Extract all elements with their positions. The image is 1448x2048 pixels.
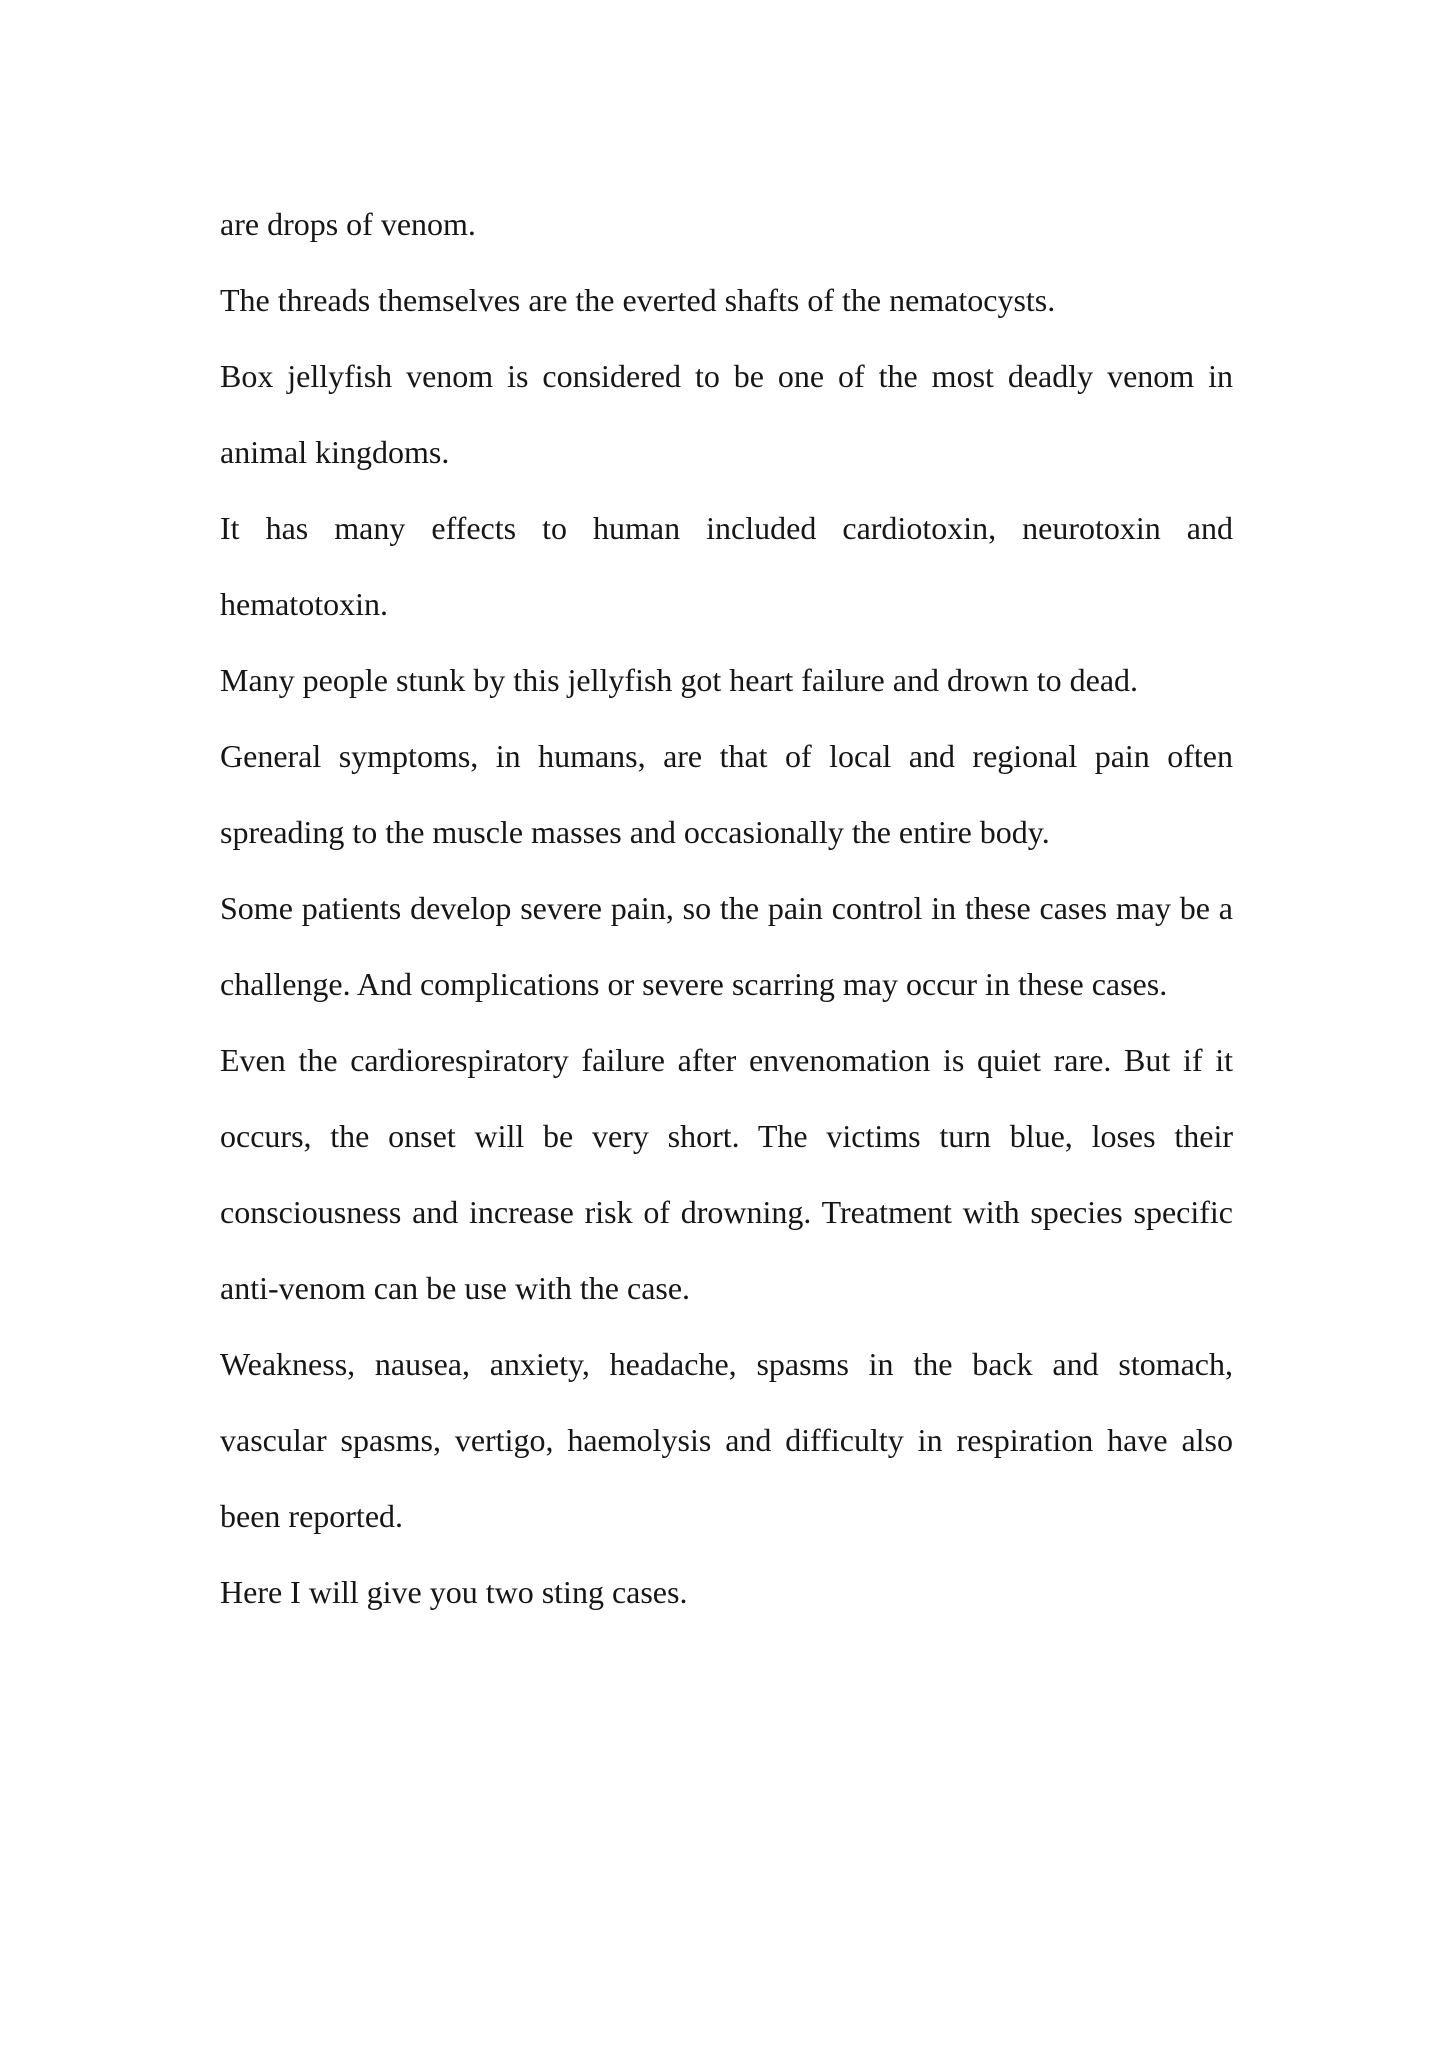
paragraph-other-symptoms: Weakness, nausea, anxiety, headache, spasms in the back and stomach, vascular spasms, vertigo, haemolysis and difficulty in respiration have also been reported.: [220, 1346, 1233, 1534]
document-page: [220, 186, 1233, 1630]
paragraph-box-jellyfish-venom: Box jellyfish venom is considered to be one of the most deadly venom in animal kingdoms.: [220, 358, 1233, 470]
paragraph-severe-pain: Some patients develop severe pain, so the pain control in these cases may be a challenge. And complications or severe scarring may occur in these cases.: [220, 890, 1233, 1002]
paragraph-sting-cases: Here I will give you two sting cases.: [220, 1574, 688, 1610]
paragraph-threads: The threads themselves are the everted shafts of the nematocysts.: [220, 282, 1056, 318]
paragraph-cardiorespiratory-failure: Even the cardiorespiratory failure after envenomation is quiet rare. But if it occurs, the onset will be very short. The victims turn blue, loses their consciousness and increase risk of drowning. Treatment with species specific anti-venom can be use with the case.: [220, 1042, 1233, 1306]
paragraph-effects: It has many effects to human included cardiotoxin, neurotoxin and hematotoxin.: [220, 510, 1233, 622]
paragraph-heart-failure: Many people stunk by this jellyfish got heart failure and drown to dead.: [220, 662, 1139, 698]
paragraph-general-symptoms: General symptoms, in humans, are that of local and regional pain often spreading to the muscle masses and occasionally the entire body.: [220, 738, 1233, 850]
paragraph-venom-drops: are drops of venom.: [220, 206, 476, 242]
